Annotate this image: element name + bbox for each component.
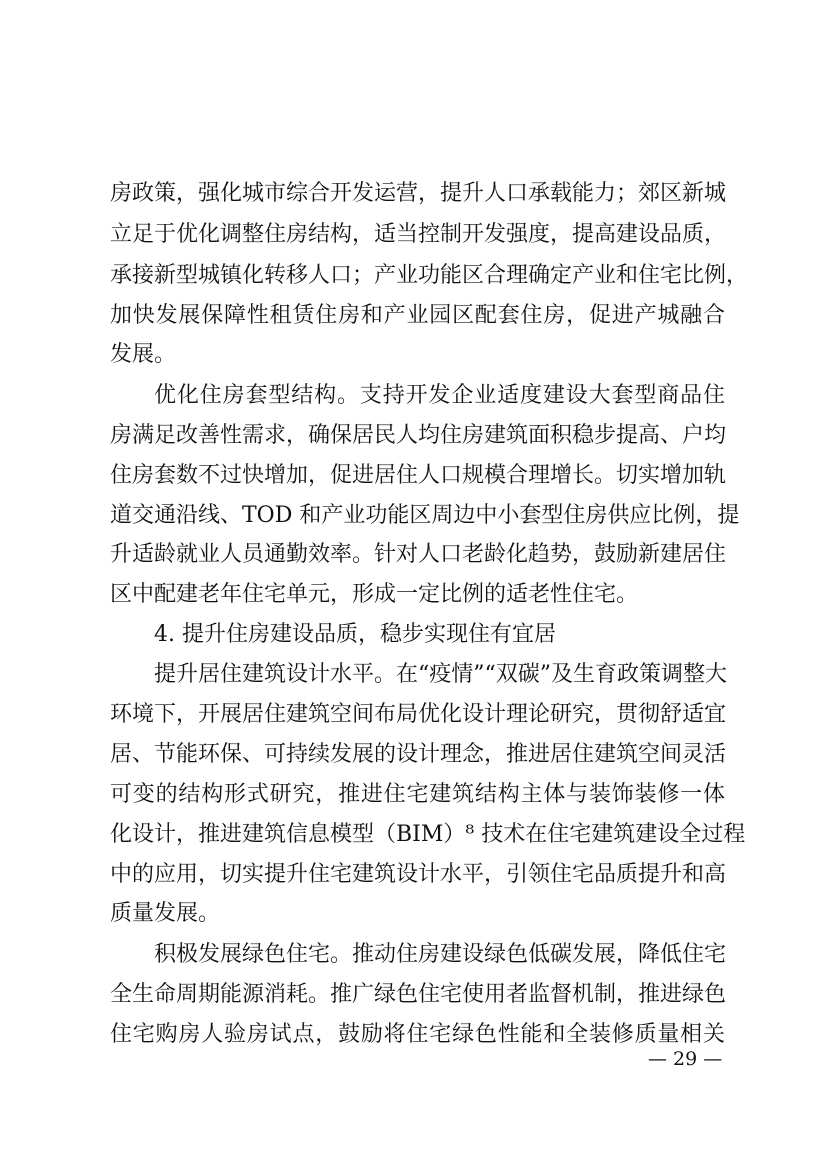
body-line: 道交通沿线、TOD 和产业功能区周边中小套型住房供应比例，提 — [110, 503, 740, 528]
section-heading: 4. 提升住房建设品质，稳步实现住有宜居 — [154, 622, 556, 647]
body-line: 质量发展。 — [110, 901, 221, 926]
body-line: 化设计，推进建筑信息模型（BIM）⁸ 技术在住宅建筑建设全过程 — [110, 822, 746, 847]
body-line: 居、节能环保、可持续发展的设计理念，推进居住建筑空间灵活 — [110, 742, 727, 767]
page-number: — 29 — — [648, 1048, 723, 1070]
body-line: 房满足改善性需求，确保居民人均住房建筑面积稳步提高、户均 — [110, 423, 727, 448]
body-line: 立足于优化调整住房结构，适当控制开发强度，提高建设品质， — [110, 222, 727, 247]
body-line: 承接新型城镇化转移人口；产业功能区合理确定产业和住宅比例， — [110, 263, 749, 288]
body-line: 住宅购房人验房试点，鼓励将住宅绿色性能和全装修质量相关 — [110, 1022, 725, 1047]
body-line: 房政策，强化城市综合开发运营，提升人口承载能力；郊区新城 — [110, 181, 727, 206]
body-line: 住房套数不过快增加，促进居住人口规模合理增长。切实增加轨 — [110, 463, 727, 488]
body-line: 可变的结构形式研究，推进住宅建筑结构主体与装饰装修一体 — [110, 782, 725, 807]
body-line: 积极发展绿色住宅。推动住房建设绿色低碳发展，降低住宅 — [154, 942, 727, 967]
body-line: 加快发展保障性租赁住房和产业园区配套住房，促进产城融合 — [110, 303, 725, 328]
body-line: 提升居住建筑设计水平。在“疫情”“双碳”及生育政策调整大 — [154, 662, 727, 687]
body-line: 中的应用，切实提升住宅建筑设计水平，引领住宅品质提升和高 — [110, 862, 727, 887]
body-line: 优化住房套型结构。支持开发企业适度建设大套型商品住 — [154, 383, 725, 408]
body-line: 区中配建老年住宅单元，形成一定比例的适老性住宅。 — [110, 582, 639, 607]
body-line: 发展。 — [110, 342, 177, 367]
body-line: 升适龄就业人员通勤效率。针对人口老龄化趋势，鼓励新建居住 — [110, 542, 727, 567]
body-line: 全生命周期能源消耗。推广绿色住宅使用者监督机制，推进绿色 — [110, 982, 727, 1007]
body-line: 环境下，开展居住建筑空间布局优化设计理论研究，贯彻舒适宜 — [110, 702, 727, 727]
